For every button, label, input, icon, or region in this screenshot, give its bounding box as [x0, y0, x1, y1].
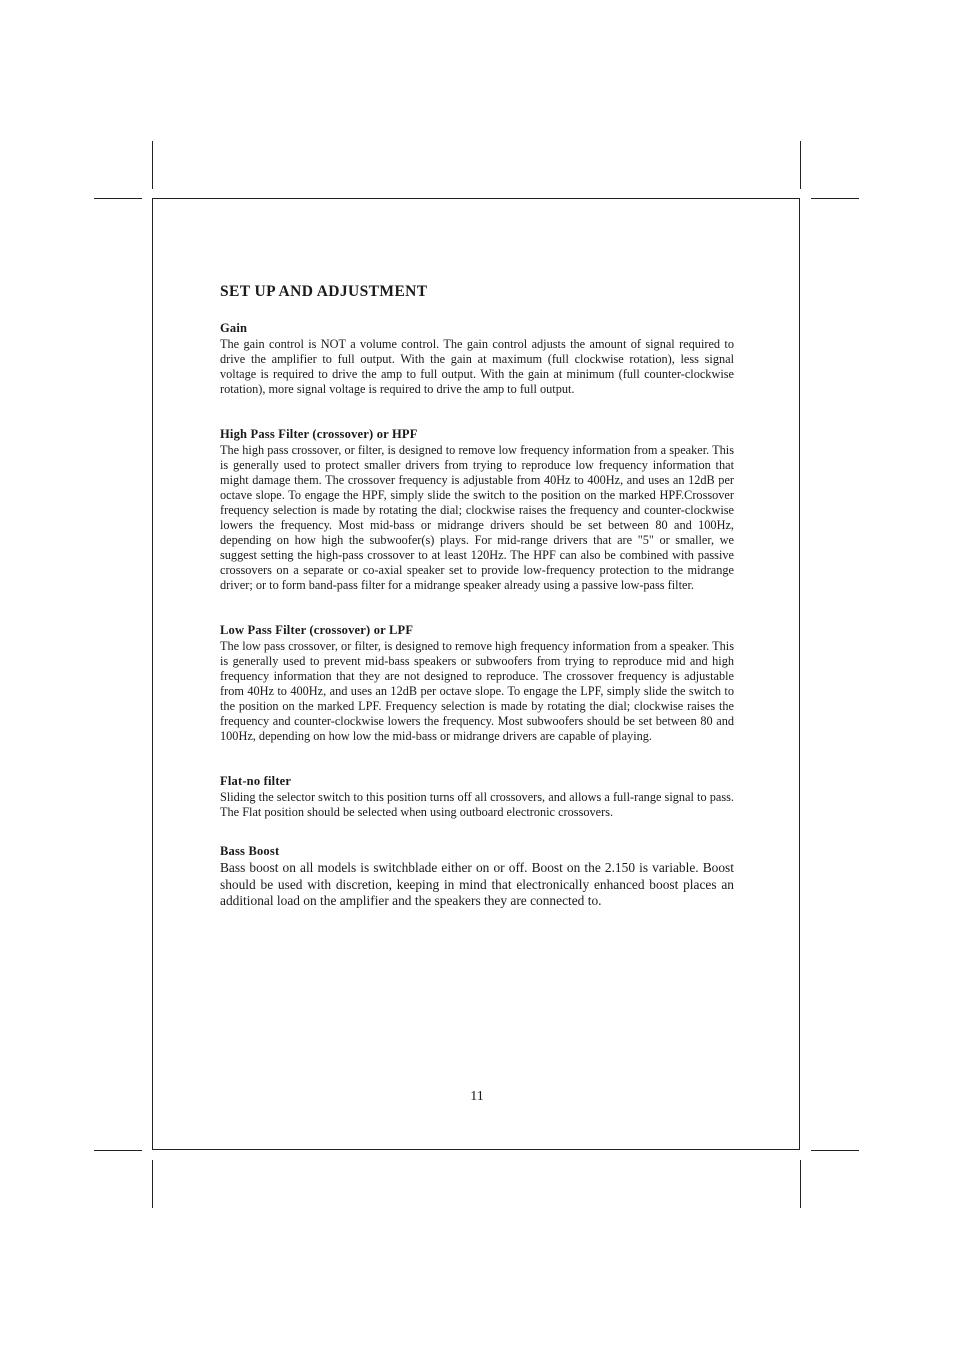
section-heading: Low Pass Filter (crossover) or LPF: [220, 623, 414, 637]
section-body: The low pass crossover, or filter, is designed to remove high frequency information from a speaker. This is generally used to prevent mid-bass speakers or subwoofers from trying to reproduce mid and high frequency information that they are not designed to reproduce. The crossover frequency is adjustable from 40Hz to 400Hz, and uses an 12dB per octave slope. To engage the LPF, simply slide the switch to the position on the marked LPF. Frequency selection is made by rotating the dial; clockwise raises the frequency and counter-clockwise lowers the frequency. Most subwoofers should be set between 80 and 100Hz, depending on how low the mid-bass or midrange drivers are capable of playing.: [220, 639, 734, 743]
section-heading: High Pass Filter (crossover) or HPF: [220, 427, 418, 441]
page-title: SET UP AND ADJUSTMENT: [220, 283, 428, 300]
crop-mark-bottom-left-h: [94, 1150, 142, 1151]
page-number: 11: [470, 1089, 484, 1104]
crop-mark-top-left-h: [94, 198, 142, 199]
crop-mark-top-left: [152, 141, 153, 189]
crop-mark-top-right-h: [811, 198, 859, 199]
section-hpf: [220, 427, 734, 593]
section-flat: [220, 774, 734, 820]
section-gain: [220, 321, 734, 397]
section-bass-boost: [220, 844, 734, 910]
section-heading: Bass Boost: [220, 844, 280, 858]
section-heading: Gain: [220, 321, 248, 335]
crop-mark-bottom-right: [800, 1160, 801, 1208]
section-heading: Flat-no filter: [220, 774, 292, 788]
section-body: Sliding the selector switch to this position turns off all crossovers, and allows a full-range signal to pass. The Flat position should be selected when using outboard electronic crossovers.: [220, 790, 734, 819]
section-lpf: [220, 623, 734, 744]
section-body: The gain control is NOT a volume control. The gain control adjusts the amount of signal required to drive the amplifier to full output. With the gain at maximum (full clockwise rotation), less signal voltage is required to drive the amp to full output. With the gain at minimum (full counter-clockwise rotation), more signal voltage is required to drive the amp to full output.: [220, 337, 734, 396]
crop-mark-bottom-left: [152, 1160, 153, 1208]
section-body: Bass boost on all models is switchblade either on or off. Boost on the 2.150 is variable. Boost should be used with discretion, keeping in mind that electronically enhanced boost places an additional load on the amplifier and the speakers they are connected to.: [220, 860, 734, 908]
crop-mark-top-right: [800, 141, 801, 189]
section-body: The high pass crossover, or filter, is designed to remove low frequency information from a speaker. This is generally used to protect smaller drivers from trying to reproduce low frequency information that might damage them. The crossover frequency is adjustable from 40Hz to 400Hz, and uses an 12dB per octave slope. To engage the HPF, simply slide the switch to the position on the marked HPF.Crossover frequency selection is made by rotating the dial; clockwise raises the frequency and counter-clockwise lowers the frequency. Most mid-bass or midrange drivers should be set between 80 and 100Hz, depending on how high the subwoofer(s) plays. For mid-range drivers that are "5" or smaller, we suggest setting the high-pass crossover to at least 120Hz. The HPF can also be combined with passive crossovers on a separate or co-axial speaker set to provide low-frequency protection to the midrange driver; or to form band-pass filter for a midrange speaker already using a passive low-pass filter.: [220, 443, 734, 592]
page-content: [220, 283, 734, 940]
crop-mark-bottom-right-h: [811, 1150, 859, 1151]
